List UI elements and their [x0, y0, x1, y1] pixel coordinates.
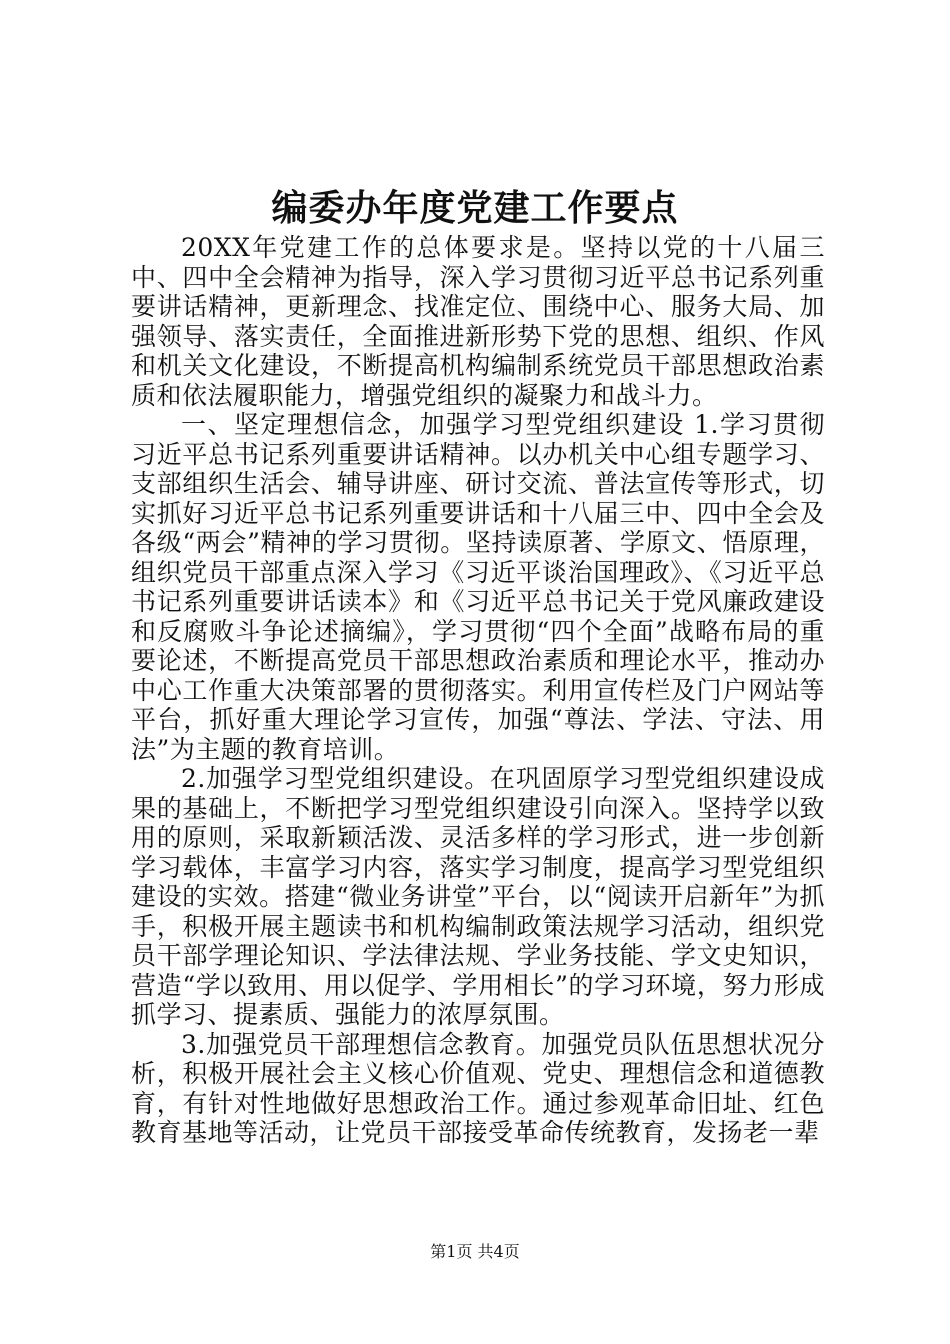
paragraph-intro: 20XX年党建工作的总体要求是。坚持以党的十八届三中、四中全会精神为指导，深入学习贯彻习近平总书记系列重要讲话精神，更新理念、找准定位、围绕中心、服务大局、加强领导、落实责任，全面推进新形势下党的思想、组织、作风和机关文化建设，不断提高机构编制系统党员干部思想政治素质和依法履职能力，增强党组织的凝聚力和战斗力。: [131, 233, 825, 410]
page-footer: 第1页 共4页: [430, 1242, 520, 1261]
paragraph-section-1: 一、坚定理想信念，加强学习型党组织建设 1.学习贯彻习近平总书记系列重要讲话精神。以办机关中心组专题学习、支部组织生活会、辅导讲座、研讨交流、普法宣传等形式，切实抓好习近平总书记系列重要讲话和十八届三中、四中全会及各级“两会”精神的学习贯彻。坚持读原著、学原文、悟原理，组织党员干部重点深入学习《习近平谈治国理政》、《习近平总书记系列重要讲话读本》和《习近平总书记关于党风廉政建设和反腐败斗争论述摘编》，学习贯彻“四个全面”战略布局的重要论述，不断提高党员干部思想政治素质和理论水平，推动办中心工作重大决策部署的贯彻落实。利用宣传栏及门户网站等平台，抓好重大理论学习宣传，加强“尊法、学法、守法、用法”为主题的教育培训。: [131, 410, 825, 764]
paragraph-item-3: 3.加强党员干部理想信念教育。加强党员队伍思想状况分析，积极开展社会主义核心价值观、党史、理想信念和道德教育，有针对性地做好思想政治工作。通过参观革命旧址、红色教育基地等活动，让党员干部接受革命传统教育，发扬老一辈: [131, 1029, 825, 1147]
document-title: 编委办年度党建工作要点: [271, 187, 679, 229]
paragraph-item-2: 2.加强学习型党组织建设。在巩固原学习型党组织建设成果的基础上，不断把学习型党组织建设引向深入。坚持学以致用的原则，采取新颖活泼、灵活多样的学习形式，进一步创新学习载体，丰富学习内容，落实学习制度，提高学习型党组织建设的实效。搭建“微业务讲堂”平台，以“阅读开启新年”为抓手，积极开展主题读书和机构编制政策法规学习活动，组织党员干部学理论知识、学法律法规、学业务技能、学文史知识，营造“学以致用、用以促学、学用相长”的学习环境，努力形成抓学习、提素质、强能力的浓厚氛围。: [131, 764, 825, 1029]
document-body: [131, 233, 825, 1148]
